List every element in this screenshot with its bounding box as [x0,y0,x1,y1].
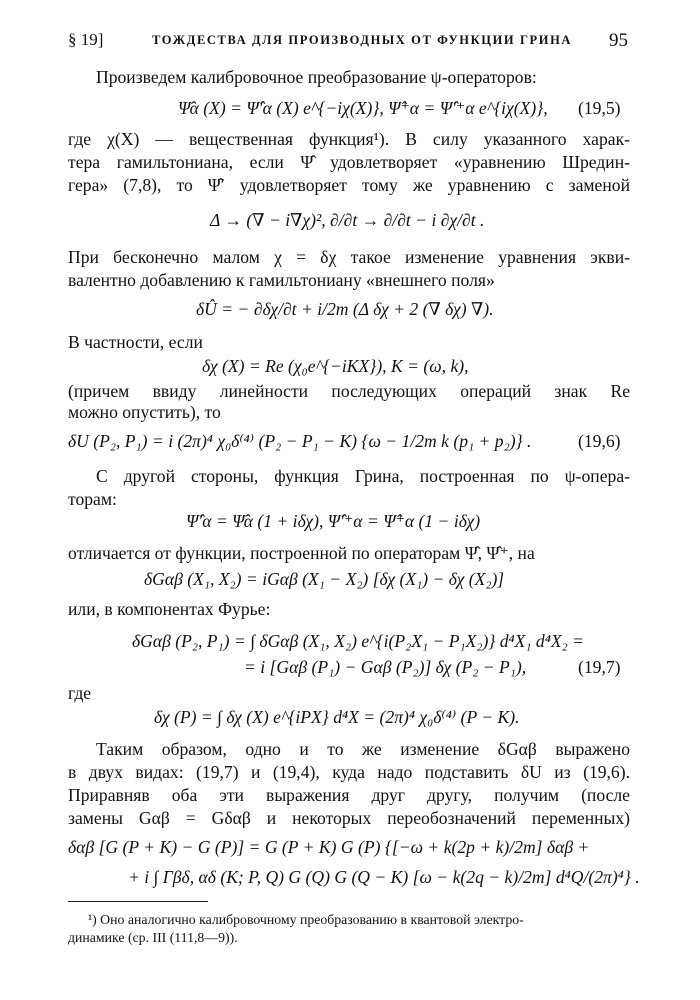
equation-delta-chi: δχ (X) = Re (χ₀e^{−iKX}), K = (ω, k), [202,356,469,376]
footnote-line: динамике (ср. III (111,8—9)). [68,930,238,945]
equation-delta-g: δGαβ (X₁, X₂) = iGαβ (X₁ − X₂) [δχ (X₁) − δχ (X₂)] [144,569,505,589]
equation-number: (19,6) [578,431,621,451]
running-header [68,30,628,52]
page-number: 95 [609,30,628,51]
equation-external-field: δÛ = − ∂δχ/∂t + i/2m (Δ δχ + 2 (∇ δχ) ∇). [196,299,494,319]
paragraph-line: (причем ввиду линейности последующих операций знак Re [68,381,630,401]
paragraph-line: Таким образом, одно и то же изменение δGαβ выражено [96,739,630,759]
footnote-line: ¹) Оно аналогично калибровочному преобразованию в квантовой электро- [88,912,524,927]
equation-number: (19,5) [578,98,621,118]
paragraph-line: можно опустить), то [68,402,221,422]
equation-19-7-line-1: δGαβ (P₂, P₁) = ∫ δGαβ (X₁, X₂) e^{i(P₂X₁ − P₁X₂)} d⁴X₁ d⁴X₂ = [132,631,584,651]
paragraph-line: Произведем калибровочное преобразование ψ-операторов: [96,67,537,87]
equation-number: (19,7) [578,657,621,677]
paragraph-line: замены Gαβ = Gδαβ и некоторых переобозначений переменных) [68,808,630,828]
paragraph-line: где χ(X) — вещественная функция¹). В силу указанного харак- [68,129,630,149]
paragraph-line: отличается от функции, построенной по операторам Ψ̂, Ψ̂⁺, на [68,543,535,563]
paragraph-line: тера гамильтониана, если Ψ̂ удовлетворяет «уравнению Шредин- [68,152,630,172]
paragraph-line: При бесконечно малом χ = δχ такое изменение уравнения экви- [68,247,630,267]
paragraph-line: в двух видах: (19,7) и (19,4), куда надо подставить δU из (19,6). [68,762,630,782]
footnote-rule [68,901,208,902]
paragraph-line: С другой стороны, функция Грина, построенная по ψ-опера- [96,466,630,486]
ward-identity-line-1: δαβ [G (P + K) − G (P)] = G (P + K) G (P) {[−ω + k(2p + k)/2m] δαβ + [68,837,590,857]
section-marker: § 19] [68,30,104,49]
paragraph-line: торам: [68,489,117,509]
paragraph-line: где [68,683,92,703]
paragraph-line: Приравняв оба эти выражения друг другу, получим (после [68,785,630,805]
equation-substitution: Δ → (∇ − i∇χ)², ∂/∂t → ∂/∂t − i ∂χ/∂t . [210,210,485,230]
equation-19-7-line-2: = i [Gαβ (P₁) − Gαβ (P₂)] δχ (P₂ − P₁), [244,657,527,677]
equation-19-5: Ψ̂α (X) = Ψ̂′α (X) e^{−iχ(X)}, Ψ̂⁺α = Ψ̂′⁺α e^{iχ(X)}, [178,98,548,118]
paragraph-line: валентно добавлению к гамильтониану «внешнего поля» [68,270,495,290]
paragraph-line: гера» (7,8), то Ψ̂′ удовлетворяет тому же уравнению с заменой [68,175,630,195]
equation-19-6: δU (P₂, P₁) = i (2π)⁴ χ₀δ⁽⁴⁾ (P₂ − P₁ − K) {ω − 1/2m k (p₁ + p₂)} . [68,431,532,451]
ward-identity-line-2: + i ∫ Γβδ, αδ (K; P, Q) G (Q) G (Q − K) [ω − k(2q − k)/2m] d⁴Q/(2π)⁴} . [128,867,640,887]
running-title: ТОЖДЕСТВА ДЛЯ ПРОИЗВОДНЫХ ОТ ФУНКЦИИ ГРИНА [152,33,573,47]
equation-transformed-operators: Ψ̂′α = Ψ̂α (1 + iδχ), Ψ̂′⁺α = Ψ̂⁺α (1 − iδχ) [186,511,481,531]
paragraph-line: В частности, если [68,332,203,352]
equation-fourier-chi: δχ (P) = ∫ δχ (X) e^{iPX} d⁴X = (2π)⁴ χ₀δ⁽⁴⁾ (P − K). [154,707,520,727]
paragraph-line: или, в компонентах Фурье: [68,599,271,619]
